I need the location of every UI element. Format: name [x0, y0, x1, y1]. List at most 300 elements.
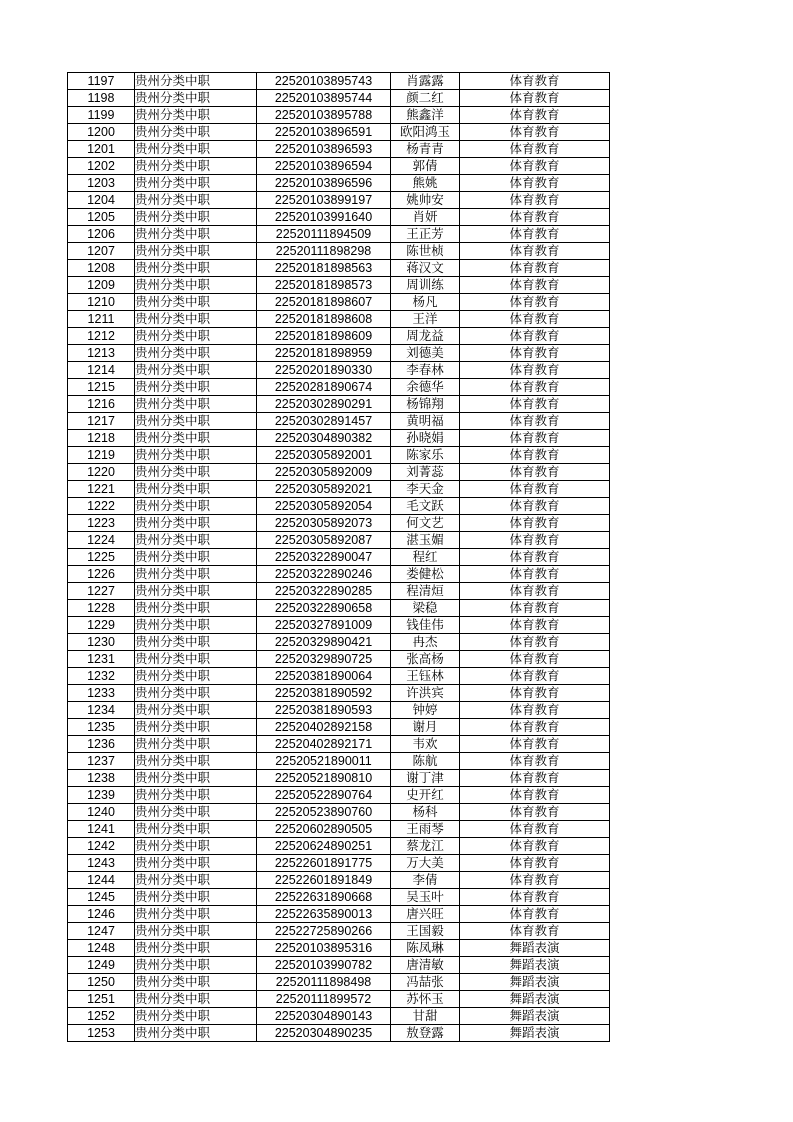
- row-number-cell: 1197: [68, 73, 135, 90]
- major-cell: 体育教育: [460, 787, 610, 804]
- table-row: [68, 430, 610, 447]
- student-name-cell: 吴玉叶: [391, 889, 460, 906]
- student-name-cell: 周龙益: [391, 328, 460, 345]
- major-cell: 体育教育: [460, 651, 610, 668]
- table-row: [68, 277, 610, 294]
- row-number-cell: 1231: [68, 651, 135, 668]
- category-cell: 贵州分类中职: [135, 226, 257, 243]
- table-row: [68, 73, 610, 90]
- student-name-cell: 杨科: [391, 804, 460, 821]
- table-row: [68, 226, 610, 243]
- category-cell: 贵州分类中职: [135, 243, 257, 260]
- table-row: [68, 634, 610, 651]
- category-cell: 贵州分类中职: [135, 141, 257, 158]
- row-number-cell: 1253: [68, 1025, 135, 1042]
- student-name-cell: 杨凡: [391, 294, 460, 311]
- table-body: [68, 73, 610, 1042]
- student-name-cell: 湛玉媚: [391, 532, 460, 549]
- row-number-cell: 1240: [68, 804, 135, 821]
- student-name-cell: 熊姚: [391, 175, 460, 192]
- row-number-cell: 1211: [68, 311, 135, 328]
- major-cell: 体育教育: [460, 838, 610, 855]
- student-name-cell: 刘菁蕊: [391, 464, 460, 481]
- table-row: [68, 379, 610, 396]
- category-cell: 贵州分类中职: [135, 702, 257, 719]
- candidate-id-cell: 22520381890592: [257, 685, 391, 702]
- candidate-id-cell: 22520181898959: [257, 345, 391, 362]
- table-row: [68, 940, 610, 957]
- table-row: [68, 702, 610, 719]
- row-number-cell: 1233: [68, 685, 135, 702]
- table-row: [68, 770, 610, 787]
- student-name-cell: 孙晓娟: [391, 430, 460, 447]
- candidate-id-cell: 22520103899197: [257, 192, 391, 209]
- category-cell: 贵州分类中职: [135, 362, 257, 379]
- category-cell: 贵州分类中职: [135, 124, 257, 141]
- student-name-cell: 杨锦翔: [391, 396, 460, 413]
- table-row: [68, 209, 610, 226]
- row-number-cell: 1252: [68, 1008, 135, 1025]
- row-number-cell: 1220: [68, 464, 135, 481]
- category-cell: 贵州分类中职: [135, 209, 257, 226]
- category-cell: 贵州分类中职: [135, 736, 257, 753]
- major-cell: 体育教育: [460, 311, 610, 328]
- table-row: [68, 124, 610, 141]
- student-name-cell: 程红: [391, 549, 460, 566]
- candidate-id-cell: 22520521890810: [257, 770, 391, 787]
- category-cell: 贵州分类中职: [135, 855, 257, 872]
- major-cell: 体育教育: [460, 192, 610, 209]
- candidate-id-cell: 22520302891457: [257, 413, 391, 430]
- row-number-cell: 1227: [68, 583, 135, 600]
- major-cell: 体育教育: [460, 158, 610, 175]
- category-cell: 贵州分类中职: [135, 549, 257, 566]
- row-number-cell: 1225: [68, 549, 135, 566]
- candidate-id-cell: 22520103895788: [257, 107, 391, 124]
- category-cell: 贵州分类中职: [135, 566, 257, 583]
- category-cell: 贵州分类中职: [135, 328, 257, 345]
- table-row: [68, 889, 610, 906]
- row-number-cell: 1216: [68, 396, 135, 413]
- candidate-id-cell: 22520304890235: [257, 1025, 391, 1042]
- major-cell: 体育教育: [460, 804, 610, 821]
- row-number-cell: 1205: [68, 209, 135, 226]
- table-row: [68, 685, 610, 702]
- table-row: [68, 141, 610, 158]
- student-name-cell: 黄明福: [391, 413, 460, 430]
- table-row: [68, 753, 610, 770]
- candidate-id-cell: 22520305892073: [257, 515, 391, 532]
- table-row: [68, 957, 610, 974]
- student-name-cell: 甘甜: [391, 1008, 460, 1025]
- category-cell: 贵州分类中职: [135, 770, 257, 787]
- category-cell: 贵州分类中职: [135, 889, 257, 906]
- table-row: [68, 311, 610, 328]
- candidate-id-cell: 22520322890658: [257, 600, 391, 617]
- table-row: [68, 158, 610, 175]
- candidate-id-cell: 22520103991640: [257, 209, 391, 226]
- table-row: [68, 821, 610, 838]
- candidate-id-cell: 22520181898609: [257, 328, 391, 345]
- category-cell: 贵州分类中职: [135, 311, 257, 328]
- candidate-id-cell: 22522725890266: [257, 923, 391, 940]
- category-cell: 贵州分类中职: [135, 753, 257, 770]
- table-row: [68, 617, 610, 634]
- category-cell: 贵州分类中职: [135, 617, 257, 634]
- row-number-cell: 1230: [68, 634, 135, 651]
- row-number-cell: 1215: [68, 379, 135, 396]
- row-number-cell: 1202: [68, 158, 135, 175]
- row-number-cell: 1242: [68, 838, 135, 855]
- row-number-cell: 1218: [68, 430, 135, 447]
- row-number-cell: 1203: [68, 175, 135, 192]
- student-name-cell: 毛文跃: [391, 498, 460, 515]
- row-number-cell: 1239: [68, 787, 135, 804]
- category-cell: 贵州分类中职: [135, 821, 257, 838]
- table-row: [68, 498, 610, 515]
- candidate-id-cell: 22520305892009: [257, 464, 391, 481]
- row-number-cell: 1249: [68, 957, 135, 974]
- row-number-cell: 1217: [68, 413, 135, 430]
- table-row: [68, 668, 610, 685]
- student-name-cell: 王正芳: [391, 226, 460, 243]
- candidate-id-cell: 22520304890382: [257, 430, 391, 447]
- table-row: [68, 787, 610, 804]
- row-number-cell: 1248: [68, 940, 135, 957]
- row-number-cell: 1204: [68, 192, 135, 209]
- major-cell: 体育教育: [460, 770, 610, 787]
- candidate-id-cell: 22520381890593: [257, 702, 391, 719]
- student-name-cell: 谢丁津: [391, 770, 460, 787]
- category-cell: 贵州分类中职: [135, 719, 257, 736]
- candidate-id-cell: 22520329890421: [257, 634, 391, 651]
- major-cell: 体育教育: [460, 141, 610, 158]
- student-name-cell: 陈世桢: [391, 243, 460, 260]
- table-row: [68, 175, 610, 192]
- major-cell: 体育教育: [460, 243, 610, 260]
- table-row: [68, 107, 610, 124]
- candidate-id-cell: 22522635890013: [257, 906, 391, 923]
- category-cell: 贵州分类中职: [135, 515, 257, 532]
- student-name-cell: 颜二红: [391, 90, 460, 107]
- student-name-cell: 熊鑫洋: [391, 107, 460, 124]
- candidate-id-cell: 22520181898608: [257, 311, 391, 328]
- major-cell: 舞蹈表演: [460, 1025, 610, 1042]
- table-row: [68, 923, 610, 940]
- row-number-cell: 1246: [68, 906, 135, 923]
- table-row: [68, 583, 610, 600]
- table-row: [68, 1008, 610, 1025]
- candidate-id-cell: 22520103990782: [257, 957, 391, 974]
- candidate-id-cell: 22520181898573: [257, 277, 391, 294]
- table-row: [68, 294, 610, 311]
- major-cell: 体育教育: [460, 600, 610, 617]
- student-name-cell: 姚帅安: [391, 192, 460, 209]
- major-cell: 体育教育: [460, 617, 610, 634]
- category-cell: 贵州分类中职: [135, 583, 257, 600]
- category-cell: 贵州分类中职: [135, 634, 257, 651]
- major-cell: 体育教育: [460, 515, 610, 532]
- row-number-cell: 1213: [68, 345, 135, 362]
- major-cell: 体育教育: [460, 736, 610, 753]
- row-number-cell: 1238: [68, 770, 135, 787]
- candidate-id-cell: 22520305892021: [257, 481, 391, 498]
- student-name-cell: 王钰林: [391, 668, 460, 685]
- category-cell: 贵州分类中职: [135, 685, 257, 702]
- category-cell: 贵州分类中职: [135, 379, 257, 396]
- table-row: [68, 481, 610, 498]
- student-name-cell: 唐兴旺: [391, 906, 460, 923]
- candidate-id-cell: 22520103895316: [257, 940, 391, 957]
- table-row: [68, 872, 610, 889]
- student-name-cell: 陈家乐: [391, 447, 460, 464]
- student-name-cell: 钱佳伟: [391, 617, 460, 634]
- table-row: [68, 719, 610, 736]
- row-number-cell: 1245: [68, 889, 135, 906]
- table-row: [68, 1025, 610, 1042]
- student-name-cell: 肖妍: [391, 209, 460, 226]
- row-number-cell: 1212: [68, 328, 135, 345]
- category-cell: 贵州分类中职: [135, 107, 257, 124]
- candidate-id-cell: 22520322890285: [257, 583, 391, 600]
- major-cell: 体育教育: [460, 379, 610, 396]
- major-cell: 体育教育: [460, 175, 610, 192]
- candidate-id-cell: 22520602890505: [257, 821, 391, 838]
- major-cell: 体育教育: [460, 855, 610, 872]
- candidate-id-cell: 22520402892158: [257, 719, 391, 736]
- category-cell: 贵州分类中职: [135, 430, 257, 447]
- table-row: [68, 464, 610, 481]
- candidate-id-cell: 22522601891775: [257, 855, 391, 872]
- candidate-id-cell: 22520111898498: [257, 974, 391, 991]
- table-row: [68, 515, 610, 532]
- major-cell: 体育教育: [460, 481, 610, 498]
- table-row: [68, 600, 610, 617]
- row-number-cell: 1232: [68, 668, 135, 685]
- major-cell: 舞蹈表演: [460, 1008, 610, 1025]
- table-row: [68, 906, 610, 923]
- category-cell: 贵州分类中职: [135, 872, 257, 889]
- major-cell: 体育教育: [460, 345, 610, 362]
- category-cell: 贵州分类中职: [135, 1008, 257, 1025]
- student-name-cell: 郭倩: [391, 158, 460, 175]
- row-number-cell: 1241: [68, 821, 135, 838]
- candidate-id-cell: 22520329890725: [257, 651, 391, 668]
- major-cell: 舞蹈表演: [460, 957, 610, 974]
- row-number-cell: 1200: [68, 124, 135, 141]
- major-cell: 体育教育: [460, 73, 610, 90]
- table-row: [68, 566, 610, 583]
- student-name-cell: 张高杨: [391, 651, 460, 668]
- candidate-id-cell: 22520381890064: [257, 668, 391, 685]
- student-name-cell: 万大美: [391, 855, 460, 872]
- student-name-cell: 周训练: [391, 277, 460, 294]
- student-name-cell: 冯喆张: [391, 974, 460, 991]
- candidate-id-cell: 22520201890330: [257, 362, 391, 379]
- major-cell: 体育教育: [460, 107, 610, 124]
- category-cell: 贵州分类中职: [135, 158, 257, 175]
- row-number-cell: 1234: [68, 702, 135, 719]
- category-cell: 贵州分类中职: [135, 804, 257, 821]
- major-cell: 体育教育: [460, 549, 610, 566]
- category-cell: 贵州分类中职: [135, 413, 257, 430]
- candidate-id-cell: 22520402892171: [257, 736, 391, 753]
- category-cell: 贵州分类中职: [135, 651, 257, 668]
- row-number-cell: 1243: [68, 855, 135, 872]
- student-name-cell: 苏怀玉: [391, 991, 460, 1008]
- candidate-id-cell: 22520281890674: [257, 379, 391, 396]
- table-row: [68, 413, 610, 430]
- row-number-cell: 1201: [68, 141, 135, 158]
- category-cell: 贵州分类中职: [135, 906, 257, 923]
- table-row: [68, 362, 610, 379]
- row-number-cell: 1214: [68, 362, 135, 379]
- row-number-cell: 1229: [68, 617, 135, 634]
- student-name-cell: 王洋: [391, 311, 460, 328]
- category-cell: 贵州分类中职: [135, 668, 257, 685]
- student-name-cell: 韦欢: [391, 736, 460, 753]
- major-cell: 体育教育: [460, 753, 610, 770]
- category-cell: 贵州分类中职: [135, 175, 257, 192]
- category-cell: 贵州分类中职: [135, 600, 257, 617]
- student-name-cell: 冉杰: [391, 634, 460, 651]
- student-name-cell: 陈航: [391, 753, 460, 770]
- row-number-cell: 1228: [68, 600, 135, 617]
- candidate-id-cell: 22522601891849: [257, 872, 391, 889]
- category-cell: 贵州分类中职: [135, 498, 257, 515]
- row-number-cell: 1236: [68, 736, 135, 753]
- category-cell: 贵州分类中职: [135, 974, 257, 991]
- table-row: [68, 532, 610, 549]
- student-name-cell: 许洪宾: [391, 685, 460, 702]
- student-name-cell: 敖登露: [391, 1025, 460, 1042]
- student-name-cell: 肖露露: [391, 73, 460, 90]
- category-cell: 贵州分类中职: [135, 838, 257, 855]
- student-name-cell: 谢月: [391, 719, 460, 736]
- row-number-cell: 1210: [68, 294, 135, 311]
- table-row: [68, 736, 610, 753]
- category-cell: 贵州分类中职: [135, 957, 257, 974]
- candidate-id-cell: 22520103896593: [257, 141, 391, 158]
- table-row: [68, 328, 610, 345]
- candidate-id-cell: 22520103895743: [257, 73, 391, 90]
- student-name-cell: 梁稳: [391, 600, 460, 617]
- candidate-id-cell: 22520327891009: [257, 617, 391, 634]
- major-cell: 体育教育: [460, 277, 610, 294]
- student-name-cell: 蒋汉文: [391, 260, 460, 277]
- candidate-id-cell: 22520181898607: [257, 294, 391, 311]
- table-row: [68, 651, 610, 668]
- candidate-id-cell: 22520305892054: [257, 498, 391, 515]
- major-cell: 体育教育: [460, 413, 610, 430]
- candidate-id-cell: 22520305892087: [257, 532, 391, 549]
- table-row: [68, 260, 610, 277]
- row-number-cell: 1222: [68, 498, 135, 515]
- row-number-cell: 1207: [68, 243, 135, 260]
- major-cell: 体育教育: [460, 430, 610, 447]
- row-number-cell: 1198: [68, 90, 135, 107]
- candidate-id-cell: 22520304890143: [257, 1008, 391, 1025]
- category-cell: 贵州分类中职: [135, 532, 257, 549]
- category-cell: 贵州分类中职: [135, 277, 257, 294]
- major-cell: 体育教育: [460, 294, 610, 311]
- admission-list-table: [67, 72, 610, 1042]
- category-cell: 贵州分类中职: [135, 260, 257, 277]
- major-cell: 体育教育: [460, 328, 610, 345]
- major-cell: 体育教育: [460, 498, 610, 515]
- major-cell: 舞蹈表演: [460, 991, 610, 1008]
- student-name-cell: 唐清敏: [391, 957, 460, 974]
- major-cell: 体育教育: [460, 923, 610, 940]
- row-number-cell: 1206: [68, 226, 135, 243]
- student-name-cell: 陈凤琳: [391, 940, 460, 957]
- major-cell: 体育教育: [460, 583, 610, 600]
- table-row: [68, 804, 610, 821]
- candidate-id-cell: 22522631890668: [257, 889, 391, 906]
- table-row: [68, 192, 610, 209]
- candidate-id-cell: 22520103895744: [257, 90, 391, 107]
- student-name-cell: 何文艺: [391, 515, 460, 532]
- major-cell: 体育教育: [460, 821, 610, 838]
- major-cell: 体育教育: [460, 906, 610, 923]
- major-cell: 体育教育: [460, 447, 610, 464]
- row-number-cell: 1244: [68, 872, 135, 889]
- candidate-id-cell: 22520322890246: [257, 566, 391, 583]
- row-number-cell: 1219: [68, 447, 135, 464]
- category-cell: 贵州分类中职: [135, 923, 257, 940]
- table-row: [68, 345, 610, 362]
- table-row: [68, 991, 610, 1008]
- major-cell: 体育教育: [460, 719, 610, 736]
- student-name-cell: 欧阳鸿玉: [391, 124, 460, 141]
- student-name-cell: 李天金: [391, 481, 460, 498]
- candidate-id-cell: 22520111898298: [257, 243, 391, 260]
- major-cell: 体育教育: [460, 668, 610, 685]
- major-cell: 体育教育: [460, 226, 610, 243]
- category-cell: 贵州分类中职: [135, 787, 257, 804]
- major-cell: 体育教育: [460, 685, 610, 702]
- category-cell: 贵州分类中职: [135, 447, 257, 464]
- major-cell: 体育教育: [460, 532, 610, 549]
- student-name-cell: 王雨琴: [391, 821, 460, 838]
- row-number-cell: 1237: [68, 753, 135, 770]
- major-cell: 体育教育: [460, 209, 610, 226]
- candidate-id-cell: 22520103896596: [257, 175, 391, 192]
- category-cell: 贵州分类中职: [135, 396, 257, 413]
- candidate-id-cell: 22520103896591: [257, 124, 391, 141]
- category-cell: 贵州分类中职: [135, 1025, 257, 1042]
- major-cell: 体育教育: [460, 702, 610, 719]
- candidate-id-cell: 22520322890047: [257, 549, 391, 566]
- major-cell: 体育教育: [460, 124, 610, 141]
- table-row: [68, 243, 610, 260]
- row-number-cell: 1199: [68, 107, 135, 124]
- major-cell: 体育教育: [460, 90, 610, 107]
- category-cell: 贵州分类中职: [135, 940, 257, 957]
- student-name-cell: 史开红: [391, 787, 460, 804]
- major-cell: 体育教育: [460, 464, 610, 481]
- category-cell: 贵州分类中职: [135, 192, 257, 209]
- candidate-id-cell: 22520521890011: [257, 753, 391, 770]
- category-cell: 贵州分类中职: [135, 73, 257, 90]
- major-cell: 体育教育: [460, 260, 610, 277]
- major-cell: 体育教育: [460, 362, 610, 379]
- row-number-cell: 1209: [68, 277, 135, 294]
- student-name-cell: 李春林: [391, 362, 460, 379]
- row-number-cell: 1221: [68, 481, 135, 498]
- candidate-id-cell: 22520523890760: [257, 804, 391, 821]
- student-name-cell: 蔡龙江: [391, 838, 460, 855]
